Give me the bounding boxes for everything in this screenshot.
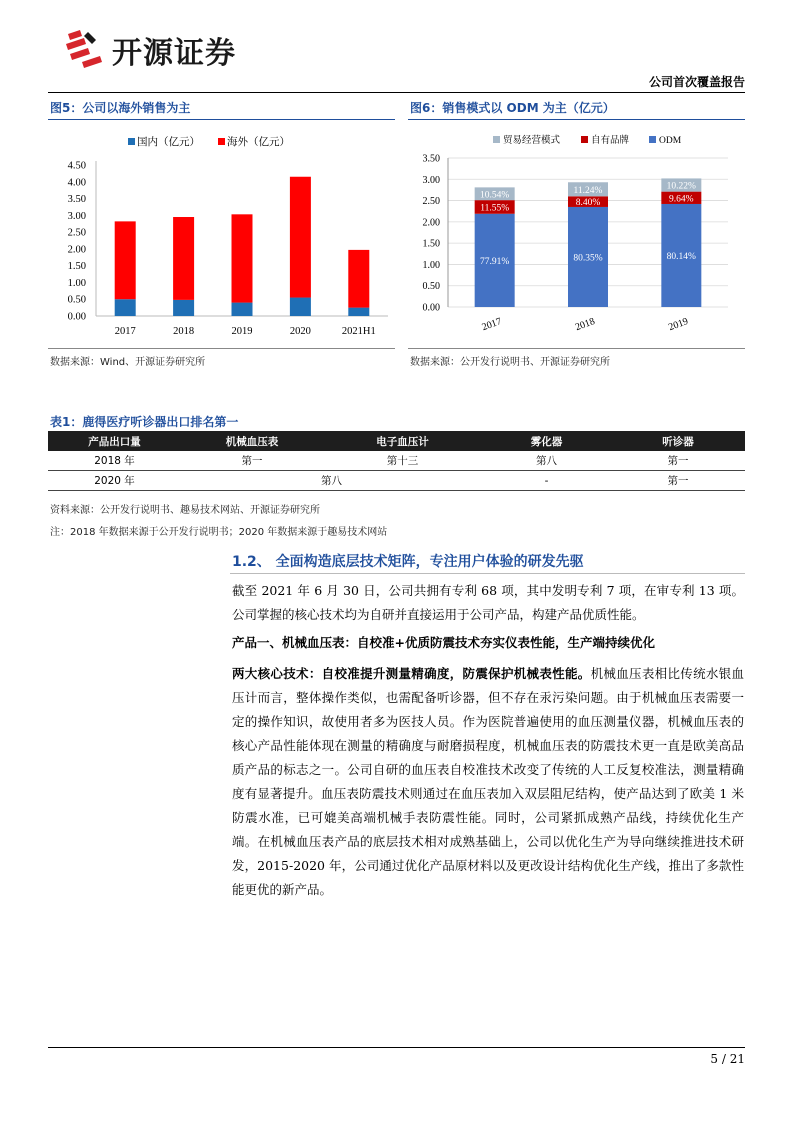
x-tick-label: 2020 — [289, 326, 311, 337]
y-tick-label: 0.50 — [67, 294, 86, 306]
legend-label: 海外（亿元） — [227, 137, 290, 148]
legend-label: 国内（亿元） — [137, 137, 200, 148]
table-header-cell: 产品出口量 — [48, 431, 181, 451]
table-cell: 第八 — [181, 471, 482, 491]
data-label: 80.14% — [666, 251, 696, 262]
data-label: 10.54% — [480, 190, 510, 201]
table1-source: 资料来源：公开发行说明书、趣易技术网站、开源证券研究所 — [50, 505, 320, 516]
paragraph-tech — [232, 662, 744, 902]
figure5-chart — [48, 125, 395, 345]
y-tick-label: 1.00 — [422, 259, 440, 271]
legend-swatch — [581, 136, 588, 143]
table-cell: 2020 年 — [48, 471, 181, 491]
figure5-source: 数据来源：Wind、开源证券研究所 — [50, 357, 206, 368]
y-tick-label: 3.50 — [422, 153, 440, 165]
data-label: 10.22% — [666, 181, 696, 192]
table-cell: 第一 — [181, 451, 323, 471]
data-label: 11.24% — [573, 185, 603, 196]
y-tick-label: 2.50 — [422, 196, 440, 208]
paragraph-tech-lead: 两大核心技术：自校准提升测量精确度，防震保护机械表性能。 — [232, 666, 591, 681]
logo — [62, 26, 292, 70]
y-tick-label: 4.50 — [67, 160, 86, 172]
table1-note: 注：2018 年数据来源于公开发行说明书；2020 年数据来源于趣易技术网站 — [50, 527, 388, 538]
legend-swatch — [128, 138, 135, 145]
table-header-cell: 机械血压表 — [181, 431, 323, 451]
export-ranking-table — [48, 431, 745, 491]
page-number: 5 / 21 — [710, 1052, 745, 1066]
bar-segment — [348, 308, 369, 316]
y-tick-label: 0.50 — [422, 281, 440, 293]
figure6-chart — [408, 125, 745, 345]
data-label: 77.91% — [480, 256, 510, 267]
y-tick-label: 1.50 — [422, 238, 440, 250]
paragraph-tech-body: 机械血压表相比传统水银血压计而言，整体操作类似，也需配备听诊器，但不存在汞污染问题。由于机械血压表需要一定的操作知识，故使用者多为医技人员。作为医院普遍使用的血压测量仪器，机械血压表的核心产品性能体现在测量的精确度与耐磨损程度，机械血压表的防震技术更一直是欧美高品质产品的标志之一。公司自研的血压表自校准技术改变了传统的人工反复校准法，测量精确度有显著提升。血压表防震技术则通过在血压表加入双层阻尼结构，使产品达到了欧美 1 米防震水准，已可媲美高端机械手表防震性能。同时，公司紧抓成熟产品线，持续优化生产端。在机械血压表产品的底层技术相对成熟基础上，公司以优化生产为导向继续推进技术研发，2015-2020 年，公司通过优化产品原材料以及更改设计结构优化生产线，推出了多款性能更优的新产品。 — [232, 666, 744, 897]
section-title: 1.2、 全面构造底层技术矩阵，专注用户体验的研发先驱 — [232, 554, 584, 570]
bar-segment — [115, 299, 136, 316]
y-tick-label: 0.00 — [422, 302, 440, 314]
table-cell: 2018 年 — [48, 451, 181, 471]
table-cell: 第八 — [482, 451, 611, 471]
table-cell: 第一 — [611, 451, 745, 471]
bar-segment — [232, 214, 253, 302]
data-label: 80.35% — [573, 253, 603, 264]
legend-label: ODM — [659, 136, 682, 146]
paragraph-patents: 截至 2021 年 6 月 30 日，公司共拥有专利 68 项，其中发明专利 7 项，在审专利 13 项。公司掌握的核心技术均为自研并直接运用于公司产品，构建产品优质性能。 — [232, 583, 744, 622]
report-type: 公司首次覆盖报告 — [648, 75, 745, 89]
x-tick-label: 2019 — [667, 316, 690, 334]
y-tick-label: 2.00 — [67, 244, 86, 256]
x-tick-label: 2018 — [173, 326, 195, 337]
bar-segment — [232, 303, 253, 316]
data-label: 9.64% — [669, 194, 694, 205]
legend-label: 贸易经营模式 — [503, 136, 561, 146]
bar-segment — [348, 250, 369, 308]
y-tick-label: 3.00 — [67, 210, 86, 222]
x-tick-label: 2018 — [573, 316, 597, 334]
y-tick-label: 1.00 — [67, 277, 86, 289]
logo-mark-icon — [62, 26, 106, 70]
legend-swatch — [493, 136, 500, 143]
data-label: 8.40% — [575, 198, 601, 209]
y-tick-label: 0.00 — [67, 311, 86, 323]
y-tick-label: 3.00 — [422, 174, 440, 186]
y-tick-label: 2.50 — [67, 227, 86, 239]
table-row — [48, 471, 745, 491]
table-header-cell: 听诊器 — [611, 431, 745, 451]
y-tick-label: 4.00 — [67, 177, 86, 189]
table-header-cell: 雾化器 — [482, 431, 611, 451]
y-tick-label: 1.50 — [67, 261, 86, 273]
x-tick-label: 2017 — [114, 326, 136, 337]
bar-segment — [115, 221, 136, 299]
table-cell: 第十三 — [323, 451, 482, 471]
legend-swatch — [649, 136, 656, 143]
bar-segment — [290, 177, 311, 298]
table-header-cell: 电子血压计 — [323, 431, 482, 451]
x-tick-label: 2021H1 — [341, 326, 376, 337]
figure5-title: 图5：公司以海外销售为主 — [50, 101, 191, 115]
table-header-row — [48, 431, 745, 451]
table1-title: 表1：鹿得医疗听诊器出口排名第一 — [50, 415, 239, 429]
legend-swatch — [218, 138, 225, 145]
logo-text: 开源证券 — [112, 36, 236, 71]
x-tick-label: 2019 — [231, 326, 253, 337]
figure6-source: 数据来源：公开发行说明书、开源证券研究所 — [410, 357, 610, 368]
table-cell: 第一 — [611, 471, 745, 491]
y-tick-label: 2.00 — [422, 217, 440, 229]
data-label: 11.55% — [480, 203, 510, 214]
table-cell: - — [482, 471, 611, 491]
x-tick-label: 2017 — [480, 316, 504, 334]
bar-segment — [173, 217, 194, 300]
product-subtitle: 产品一、机械血压表：自校准+优质防震技术夯实仪表性能，生产端持续优化 — [232, 635, 655, 650]
legend-label: 自有品牌 — [591, 136, 630, 146]
bar-segment — [290, 298, 311, 316]
bar-segment — [173, 300, 194, 316]
table-row — [48, 451, 745, 471]
figure6-title: 图6：销售模式以 ODM 为主（亿元） — [410, 101, 615, 115]
y-tick-label: 3.50 — [67, 194, 86, 206]
